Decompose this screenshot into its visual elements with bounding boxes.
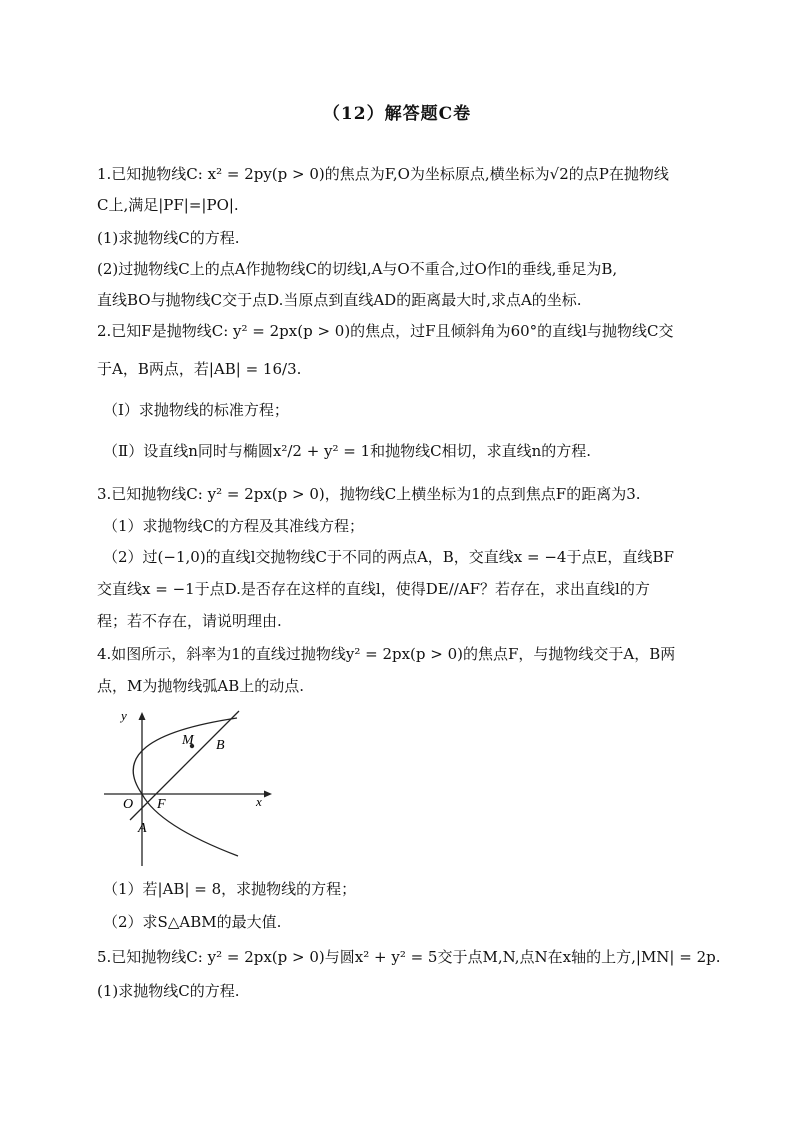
y-axis-arrow <box>139 712 146 720</box>
page-title: （12）解答题C卷 <box>322 104 472 124</box>
problem-1-line-1: 1.已知抛物线C: x² = 2py(p > 0)的焦点为F,O为坐标原点,横坐标为√2的点P在抛物线 <box>97 165 669 183</box>
y-axis-label: y <box>121 708 127 723</box>
point-a-label: A <box>138 821 147 836</box>
problem-5-line-1: 5.已知抛物线C: y² = 2px(p > 0)与圆x² + y² = 5交于点M,N,点N在x轴的上方,|MN| = 2p. <box>97 948 721 966</box>
origin-label: O <box>123 797 134 812</box>
problem-3-part-2-line-3: 程；若不存在，请说明理由. <box>97 612 282 630</box>
problem-2-part-1: （Ⅰ）求抛物线的标准方程； <box>103 401 289 419</box>
problem-4-line-2: 点，M为抛物线弧AB上的动点. <box>97 677 304 695</box>
problem-5-part-1: (1)求抛物线C的方程. <box>97 982 240 1000</box>
problem-3-part-2-line-2: 交直线x = −1于点D.是否存在这样的直线l，使得DE//AF？若存在，求出直线l的方 <box>97 580 650 598</box>
problem-4-part-1: （1）若|AB| = 8，求抛物线的方程； <box>103 880 357 898</box>
point-m-label: M <box>182 733 194 748</box>
problem-3-part-1: （1）求抛物线C的方程及其准线方程； <box>103 517 365 535</box>
problem-2-part-2: （Ⅱ）设直线n同时与椭圆x²/2 + y² = 1和抛物线C相切，求直线n的方程. <box>103 442 592 460</box>
x-axis-arrow <box>264 791 272 798</box>
problem-4-part-2: （2）求S△ABM的最大值. <box>103 913 282 931</box>
problem-2-line-1: 2.已知F是抛物线C: y² = 2px(p > 0)的焦点，过F且倾斜角为60°的直线l与抛物线C交 <box>97 322 674 340</box>
problem-1-part-2-line-1: (2)过抛物线C上的点A作抛物线C的切线l,A与O不重合,过O作l的垂线,垂足为B, <box>97 260 618 278</box>
problem-1-part-2-line-2: 直线BO与抛物线C交于点D.当原点到直线AD的距离最大时,求点A的坐标. <box>97 291 582 309</box>
focus-label: F <box>157 797 166 812</box>
problem-2-line-2: 于A，B两点，若|AB| = 16/3. <box>97 360 302 378</box>
parabola-figure <box>96 708 278 870</box>
problem-3-line-1: 3.已知抛物线C: y² = 2px(p > 0)，抛物线C上横坐标为1的点到焦点F的距离为3. <box>97 485 641 503</box>
x-axis-label: x <box>256 794 262 809</box>
problem-1-part-1: (1)求抛物线C的方程. <box>97 229 240 247</box>
problem-1-line-2: C上,满足|PF|=|PO|. <box>97 196 239 214</box>
problem-3-part-2-line-1: （2）过(−1,0)的直线l交抛物线C于不同的两点A，B，交直线x = −4于点E，直线BF <box>103 548 674 566</box>
point-b-label: B <box>216 738 225 753</box>
focus-line <box>130 711 239 820</box>
problem-4-line-1: 4.如图所示，斜率为1的直线过抛物线y² = 2px(p > 0)的焦点F，与抛物线交于A，B两 <box>97 645 676 663</box>
